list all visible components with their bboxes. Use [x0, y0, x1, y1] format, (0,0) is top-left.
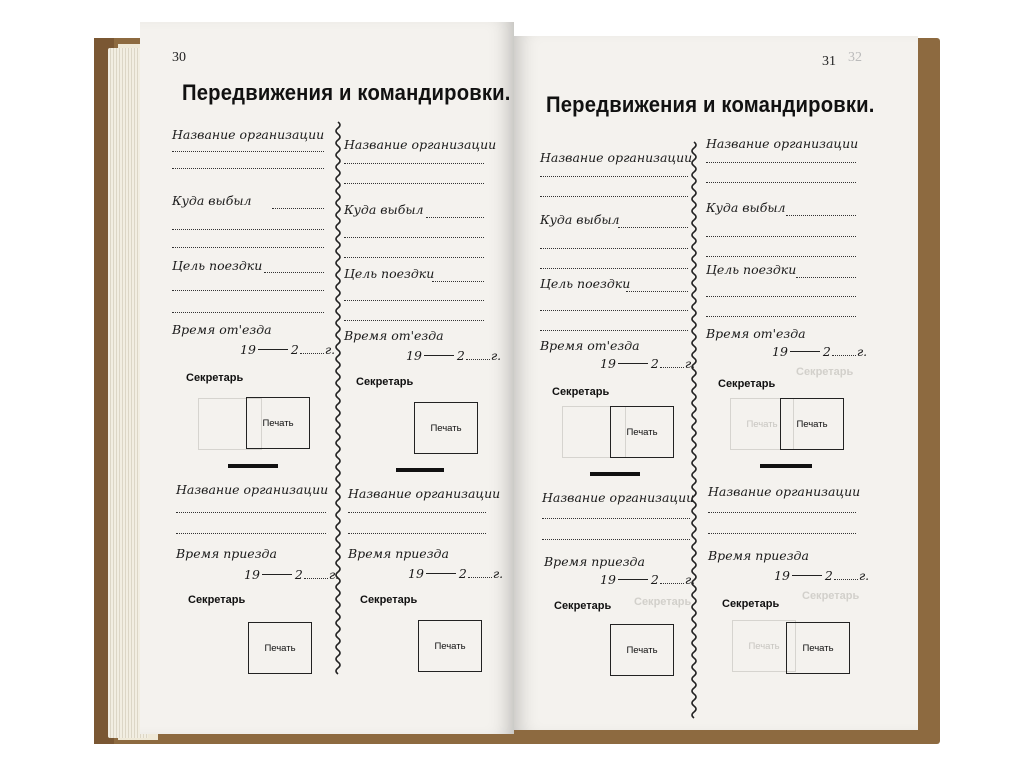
date-year: 19: [408, 566, 424, 581]
purpose-line: [172, 290, 324, 291]
secretary-label: Секретарь: [722, 598, 780, 610]
stamp-ghost: Печать: [732, 620, 796, 672]
date-suffix: 2: [294, 567, 303, 582]
org-line: [706, 162, 856, 163]
ghost-page-number: 32: [848, 50, 862, 65]
purpose-line: [344, 300, 484, 301]
where-line: [272, 208, 324, 209]
where-line: [172, 247, 324, 248]
purpose-label: Цель поездки: [540, 276, 631, 291]
arrival-date: [600, 572, 695, 587]
secretary-label: Секретарь: [552, 386, 610, 398]
date-year: 19: [772, 344, 788, 359]
arrival-org-line: [176, 512, 326, 513]
where-line: [706, 256, 856, 257]
date-g: г.: [684, 572, 696, 587]
page-title: Передвижения и командировки.: [182, 80, 511, 105]
stamp-box: Печать: [610, 406, 674, 458]
arrival-org-line: [348, 512, 486, 513]
page-number: 30: [172, 50, 186, 65]
arrival-date: [244, 567, 339, 582]
date-year: 19: [406, 348, 422, 363]
stamp-box: Печать: [414, 402, 478, 454]
where-line: [786, 215, 856, 216]
date-year: 19: [240, 342, 256, 357]
arrival-org-line: [348, 533, 486, 534]
where-label: Куда выбыл: [706, 200, 786, 215]
arrival-org-label: Название организации: [542, 490, 695, 505]
date-suffix: 2: [456, 348, 465, 363]
where-label: Куда выбыл: [172, 193, 252, 208]
departure-label: Время от'езда: [706, 326, 806, 341]
date-suffix: 2: [650, 572, 659, 587]
org-label: Название организации: [706, 136, 859, 151]
date-suffix: 2: [458, 566, 467, 581]
bleed-through-secretary: Секретарь: [796, 366, 854, 378]
where-line: [540, 268, 688, 269]
section-divider: [760, 464, 812, 468]
purpose-line: [796, 277, 856, 278]
secretary-label: Секретарь: [188, 594, 246, 606]
purpose-line: [432, 281, 484, 282]
wavy-column-divider: [688, 142, 700, 708]
departure-label: Время от'езда: [540, 338, 640, 353]
arrival-org-line: [176, 533, 326, 534]
where-label: Куда выбыл: [344, 202, 424, 217]
date-suffix: 2: [290, 342, 299, 357]
arrival-org-label: Название организации: [708, 484, 861, 499]
date-suffix: 2: [824, 568, 833, 583]
org-line: [540, 196, 688, 197]
departure-label: Время от'езда: [172, 322, 272, 337]
date-g: г.: [492, 566, 504, 581]
stamp-box: Печать: [780, 398, 844, 450]
secretary-label: Секретарь: [360, 594, 418, 606]
bleed-through-secretary: Секретарь: [802, 590, 860, 602]
where-label: Куда выбыл: [540, 212, 620, 227]
where-line: [172, 229, 324, 230]
date-year: 19: [244, 567, 260, 582]
org-line: [706, 182, 856, 183]
arrival-date: [408, 566, 503, 581]
purpose-line: [626, 291, 688, 292]
arrival-org-label: Название организации: [348, 486, 501, 501]
secretary-label: Секретарь: [718, 378, 776, 390]
purpose-line: [172, 312, 324, 313]
purpose-line: [706, 316, 856, 317]
org-label: Название организации: [540, 150, 693, 165]
secretary-label: Секретарь: [554, 600, 612, 612]
where-line: [344, 257, 484, 258]
date-g: г.: [858, 568, 870, 583]
date-year: 19: [600, 572, 616, 587]
right-page: [514, 36, 918, 730]
date-suffix: 2: [822, 344, 831, 359]
where-line: [706, 236, 856, 237]
stamp-box: Печать: [786, 622, 850, 674]
stamp-box: Печать: [610, 624, 674, 676]
arrival-label: Время приезда: [544, 554, 645, 569]
arrival-date: [774, 568, 869, 583]
section-divider: [590, 472, 640, 476]
where-line: [426, 217, 484, 218]
purpose-line: [540, 330, 688, 331]
date-g: г.: [856, 344, 868, 359]
departure-date: [600, 356, 695, 371]
purpose-line: [264, 272, 324, 273]
date-g: г.: [490, 348, 502, 363]
arrival-label: Время приезда: [708, 548, 809, 563]
stamp-ghost: Печать: [730, 398, 794, 450]
purpose-line: [706, 296, 856, 297]
section-divider: [396, 468, 444, 472]
arrival-org-line: [708, 533, 856, 534]
departure-date: [240, 342, 335, 357]
departure-date: [406, 348, 501, 363]
date-year: 19: [600, 356, 616, 371]
date-year: 19: [774, 568, 790, 583]
stamp-box: Печать: [246, 397, 310, 449]
org-line: [540, 176, 688, 177]
where-line: [344, 237, 484, 238]
wavy-column-divider: [332, 122, 344, 674]
purpose-line: [540, 310, 688, 311]
date-suffix: 2: [650, 356, 659, 371]
arrival-label: Время приезда: [348, 546, 449, 561]
left-page: [140, 22, 514, 734]
purpose-label: Цель поездки: [344, 266, 435, 281]
page-title: Передвижения и командировки.: [546, 92, 875, 117]
arrival-label: Время приезда: [176, 546, 277, 561]
purpose-line: [344, 320, 484, 321]
secretary-label: Секретарь: [186, 372, 244, 384]
purpose-label: Цель поездки: [706, 262, 797, 277]
org-line: [344, 183, 484, 184]
where-line: [618, 227, 688, 228]
arrival-org-line: [708, 512, 856, 513]
stamp-box: Печать: [418, 620, 482, 672]
departure-label: Время от'езда: [344, 328, 444, 343]
secretary-label: Секретарь: [356, 376, 414, 388]
org-line: [172, 168, 324, 169]
departure-date: [772, 344, 867, 359]
date-g: г.: [328, 567, 340, 582]
stamp-box: Печать: [248, 622, 312, 674]
org-line: [344, 163, 484, 164]
org-line: [172, 151, 324, 152]
bleed-through-secretary: Секретарь: [634, 596, 692, 608]
purpose-label: Цель поездки: [172, 258, 263, 273]
date-g: г.: [684, 356, 696, 371]
arrival-org-line: [542, 518, 690, 519]
page-number: 31: [822, 54, 836, 69]
arrival-org-line: [542, 539, 690, 540]
where-line: [540, 248, 688, 249]
arrival-org-label: Название организации: [176, 482, 329, 497]
section-divider: [228, 464, 278, 468]
date-g: г.: [324, 342, 336, 357]
org-label: Название организации: [172, 127, 325, 142]
org-label: Название организации: [344, 137, 497, 152]
